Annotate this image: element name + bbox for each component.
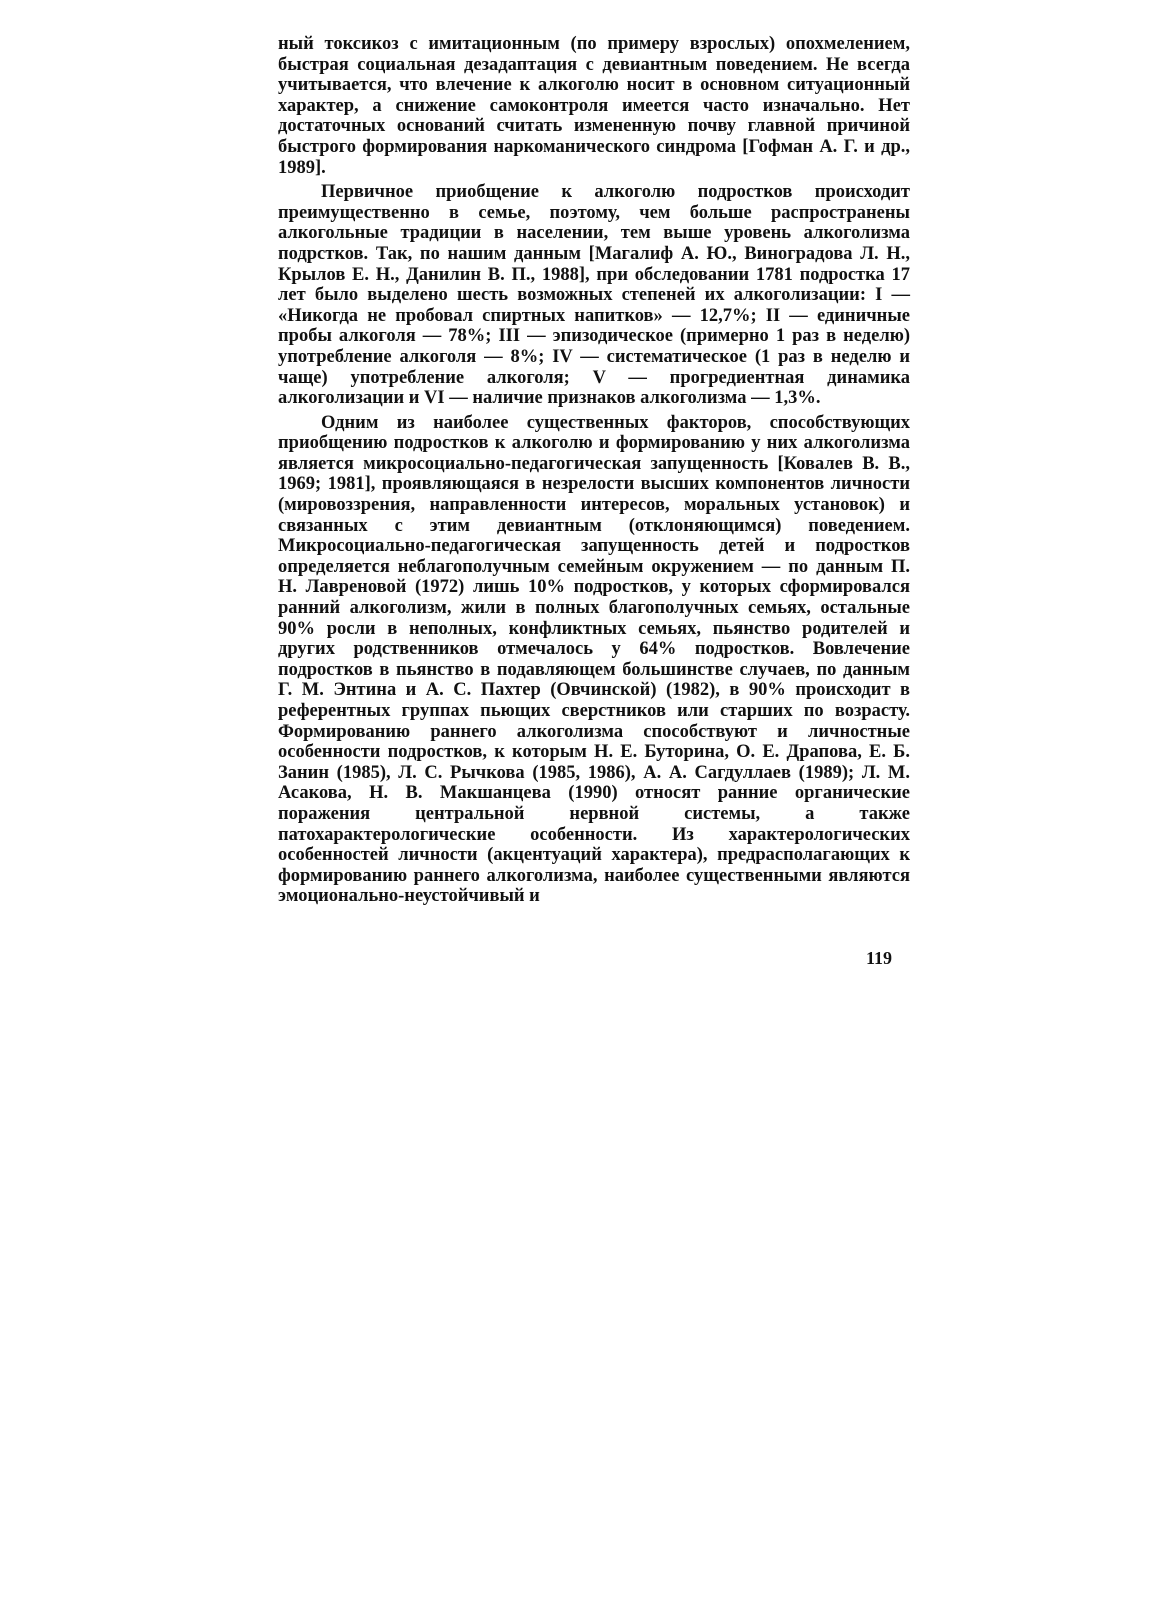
paragraph-1: ный токсикоз с имитационным (по примеру взрослых) опохмелением, быстрая социальная дезадаптация с девиантным поведением. Не всегда учитывается, что влечение к алкоголю носит в основном ситуационный характер, а снижение самоконтроля имеется часто изначально. Нет достаточных оснований считать измененную почву главной причиной быстрого формирования наркоманического синдрома [Гофман А. Г. и др., 1989]. (278, 34, 910, 178)
page-number: 119 (866, 948, 893, 968)
paragraph-2: Первичное приобщение к алкоголю подростков происходит преимущественно в семье, поэтому, чем больше распространены алкогольные традиции в населении, тем выше уровень алкоголизма подрстков. Так, по нашим данным [Магалиф А. Ю., Виноградова Л. Н., Крылов Е. Н., Данилин В. П., 1988], при обследовании 1781 подростка 17 лет было выделено шесть возможных степеней их алкоголизации: I — «Никогда не пробовал спиртных напитков» — 12,7%; II — единичные пробы алкоголя — 78%; III — эпизодическое (примерно 1 раз в неделю) употребление алкоголя — 8%; IV — систематическое (1 раз в неделю и чаще) употребление алкоголя; V — прогредиентная динамика алкоголизации и VI — наличие признаков алкоголизма — 1,3%. (278, 182, 910, 409)
body-text (278, 34, 910, 911)
paragraph-3: Одним из наиболее существенных факторов, способствующих приобщению подростков к алкоголю и формированию у них алкоголизма является микросоциально-педагогическая запущенность [Ковалев В. В., 1969; 1981], проявляющаяся в незрелости высших компонентов личности (мировоззрения, направленности интересов, моральных установок) и связанных с этим девиантным (отклоняющимся) поведением. Микросоциально-педагогическая запущенность детей и подростков определяется неблагополучным семейным окружением — по данным П. Н. Лавреновой (1972) лишь 10% подростков, у которых сформировался ранний алкоголизм, жили в полных благополучных семьях, остальные 90% росли в неполных, конфликтных семьях, пьянство родителей и других родственников отмечалось у 64% подростков. Вовлечение подростков в пьянство в подавляющем большинстве случаев, по данным Г. М. Энтина и А. С. Пахтер (Овчинской) (1982), в 90% происходит в референтных группах пьющих сверстников или старших по возрасту. Формированию раннего алкоголизма способствуют и личностные особенности подростков, к которым Н. Е. Буторина, О. Е. Драпова, Е. Б. Занин (1985), Л. С. Рычкова (1985, 1986), А. А. Сагдуллаев (1989); Л. М. Асакова, Н. В. Макшанцева (1990) относят ранние органические поражения центральной нервной системы, а также патохарактерологические особенности. Из характерологических особенностей личности (акцентуаций характера), предрасполагающих к формированию раннего алкоголизма, наиболее существенными являются эмоционально-неустойчивый и (278, 412, 910, 907)
